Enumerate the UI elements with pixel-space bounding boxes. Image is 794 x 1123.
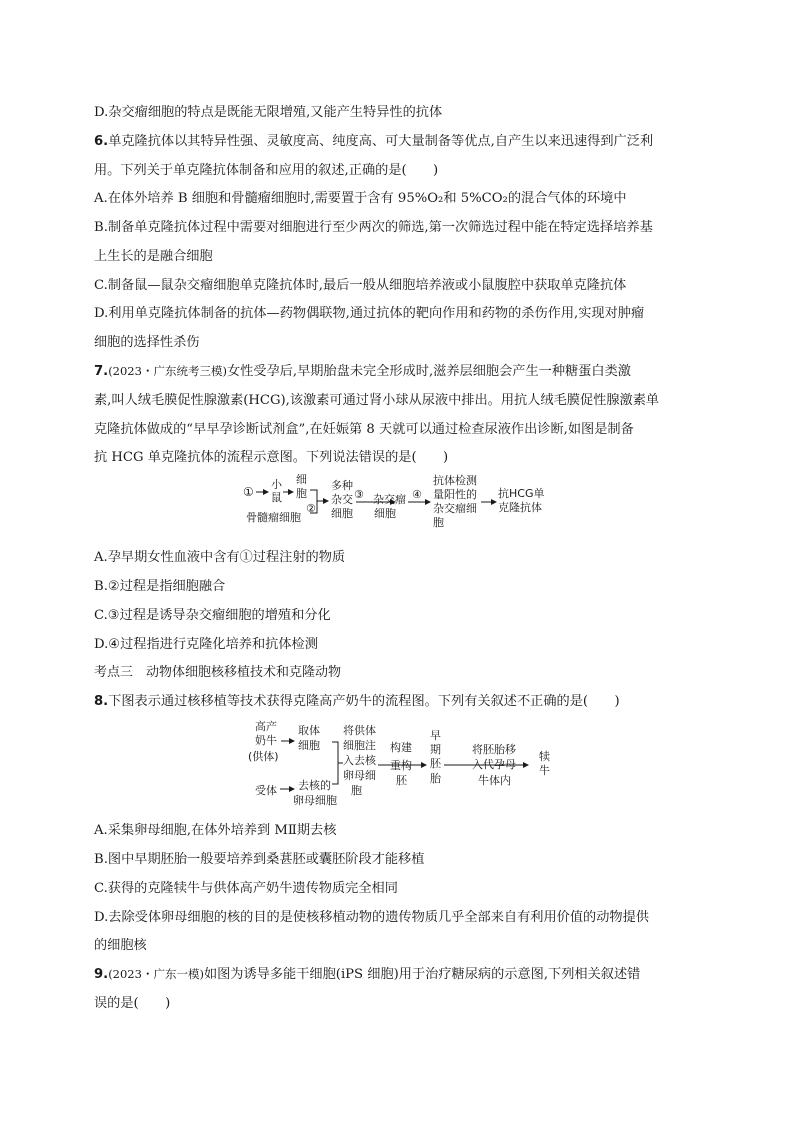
enucleated-2: 卵母细胞 <box>293 794 337 807</box>
hcg-antibody-flow-diagram <box>240 474 570 538</box>
q7-stem-line3: 克隆抗体做成的“早早孕诊断试剂盒”,在妊娠第 8 天就可以通过检查尿液作出诊断,如图是制备 <box>94 422 634 437</box>
hybridoma-2: 细胞 <box>374 507 396 520</box>
antibody-1: 抗HCG单 <box>498 487 545 500</box>
build-3: 胚 <box>396 774 407 787</box>
q7-option-b: B.②过程是指细胞融合 <box>94 579 226 594</box>
q9-stem-line2: 误的是( ) <box>94 996 171 1011</box>
myeloma-label: 骨髓瘤细胞 <box>246 511 301 524</box>
q7-stem-line2: 素,叫人绒毛膜促性腺激素(HCG),该激素可通过肾小球从尿液中排出。用抗人绒毛膜促性腺激素单 <box>94 393 660 408</box>
soma-cell-2: 细胞 <box>298 739 320 752</box>
positive-4: 胞 <box>433 516 444 529</box>
q9-source: (2023・广东一模) <box>108 967 204 981</box>
q8-stem: 8.下图表示通过核移植等技术获得克隆高产奶牛的流程图。下列有关叙述不正确的是( ) <box>94 694 620 709</box>
step2-label: ② <box>306 502 316 515</box>
q7-option-a: A.孕早期女性血液中含有①过程注射的物质 <box>94 550 346 565</box>
early-3: 胚 <box>430 757 441 770</box>
q8-option-d-line2: 的细胞核 <box>94 938 147 953</box>
cell-label-1: 细 <box>296 474 307 486</box>
donor-cow-1: 高产 <box>255 720 277 733</box>
q7-stem-line1: 7.(2023・广东统考三模)女性受孕后,早期胎盘未完全形成时,滋养层细胞会产生一种糖蛋白类激 <box>94 364 631 379</box>
q8-option-b: B.图中早期胚胎一般要培养到桑葚胚或囊胚阶段才能移植 <box>94 852 425 867</box>
transfer-1: 将胚胎移 <box>472 743 516 756</box>
q7-source: (2023・广东统考三模) <box>108 364 227 378</box>
early-1: 早 <box>430 729 441 742</box>
cell-label-2: 胞 <box>296 487 307 500</box>
inject-1: 将供体 <box>343 724 376 737</box>
q6-number: 6. <box>94 134 109 149</box>
q8-option-a: A.采集卵母细胞,在体外培养到 MⅡ期去核 <box>94 823 337 838</box>
early-2: 期 <box>430 743 441 756</box>
q9-stem-line1: 9.(2023・广东一模)如图为诱导多能干细胞(iPS 细胞)用于治疗糖尿病的示意图,下列相关叙述错 <box>94 967 641 982</box>
inject-4: 卵母细 <box>343 769 376 782</box>
q6-stem-line1: 6.单克隆抗体以其特异性强、灵敏度高、纯度高、可大量制备等优点,自产生以来迅速得到广泛利 <box>94 134 654 149</box>
hybridoma-1: 杂交瘤 <box>373 493 406 506</box>
q6-option-b-line2: 上生长的是融合细胞 <box>94 249 213 264</box>
step1-label: ① <box>243 485 254 499</box>
q8-option-c: C.获得的克隆犊牛与供体高产奶牛遗传物质完全相同 <box>94 881 398 896</box>
inject-2: 细胞注 <box>343 739 376 752</box>
q7-number: 7. <box>94 364 109 379</box>
q6-option-a: A.在体外培养 B 细胞和骨髓瘤细胞时,需要置于含有 95%O₂和 5%CO₂的混合气体的环境中 <box>94 191 627 206</box>
nuclear-transfer-flow-diagram <box>248 716 568 812</box>
enucleated-1: 去核的 <box>298 779 331 792</box>
soma-cell-1: 取体 <box>298 724 320 737</box>
mouse-label-1: 小 <box>271 478 282 491</box>
q7-stem-line4: 抗 HCG 单克隆抗体的流程示意图。下列说法错误的是( ) <box>94 450 449 465</box>
q6-option-d-line2: 细胞的选择性杀伤 <box>94 335 200 350</box>
multi-hybrid-1: 多种 <box>331 479 353 492</box>
step4-label: ④ <box>412 488 422 501</box>
inject-5: 胞 <box>351 784 362 797</box>
donor-cow-2: 奶牛 <box>255 734 277 747</box>
q8-option-d-line1: D.去除受体卵母细胞的核的目的是使核移植动物的遗传物质几乎全部来自有利用价值的动物提供 <box>94 910 649 925</box>
q6-option-d-line1: D.利用单克隆抗体制备的抗体—药物偶联物,通过抗体的靶向作用和药物的杀伤作用,实现对肿瘤 <box>94 306 645 321</box>
build-2: 重构 <box>390 759 412 772</box>
antibody-2: 克隆抗体 <box>498 501 542 514</box>
q6-option-c: C.制备鼠—鼠杂交瘤细胞单克隆抗体时,最后一般从细胞培养液或小鼠腹腔中获取单克隆抗体 <box>94 278 627 293</box>
recipient-label: 受体 <box>255 784 277 797</box>
mouse-label-2: 鼠 <box>271 491 282 504</box>
merge-bracket-2 <box>332 742 343 784</box>
q6-stem-line2: 用。下列关于单克隆抗体制备和应用的叙述,正确的是( ) <box>94 163 439 178</box>
donor-cow-3: (供体) <box>248 750 279 763</box>
positive-2: 量阳性的 <box>433 488 477 501</box>
section-heading: 考点三 动物体细胞核移植技术和克隆动物 <box>94 665 342 680</box>
early-4: 胎 <box>430 772 441 785</box>
step3-label: ③ <box>354 488 364 501</box>
positive-1: 抗体检测 <box>433 474 477 487</box>
multi-hybrid-2: 杂交 <box>331 493 353 506</box>
q9-number: 9. <box>94 967 109 982</box>
build-1: 构建 <box>390 741 412 754</box>
positive-3: 杂交瘤细 <box>433 502 477 515</box>
q8-number: 8. <box>94 694 109 709</box>
transfer-3: 牛体内 <box>478 774 511 787</box>
transfer-2: 入代孕母 <box>472 758 516 771</box>
q6-option-b-line1: B.制备单克隆抗体过程中需要对细胞进行至少两次的筛选,第一次筛选过程中能在特定选择培养基 <box>94 220 653 235</box>
q5-option-d: D.杂交瘤细胞的特点是既能无限增殖,又能产生特异性的抗体 <box>94 105 443 120</box>
calf-2: 牛 <box>539 764 550 777</box>
inject-3: 入去核 <box>343 754 376 767</box>
multi-hybrid-3: 细胞 <box>331 507 353 520</box>
q7-option-c: C.③过程是诱导杂交瘤细胞的增殖和分化 <box>94 608 331 623</box>
calf-1: 犊 <box>539 750 550 763</box>
q7-option-d: D.④过程指进行克隆化培养和抗体检测 <box>94 637 318 652</box>
